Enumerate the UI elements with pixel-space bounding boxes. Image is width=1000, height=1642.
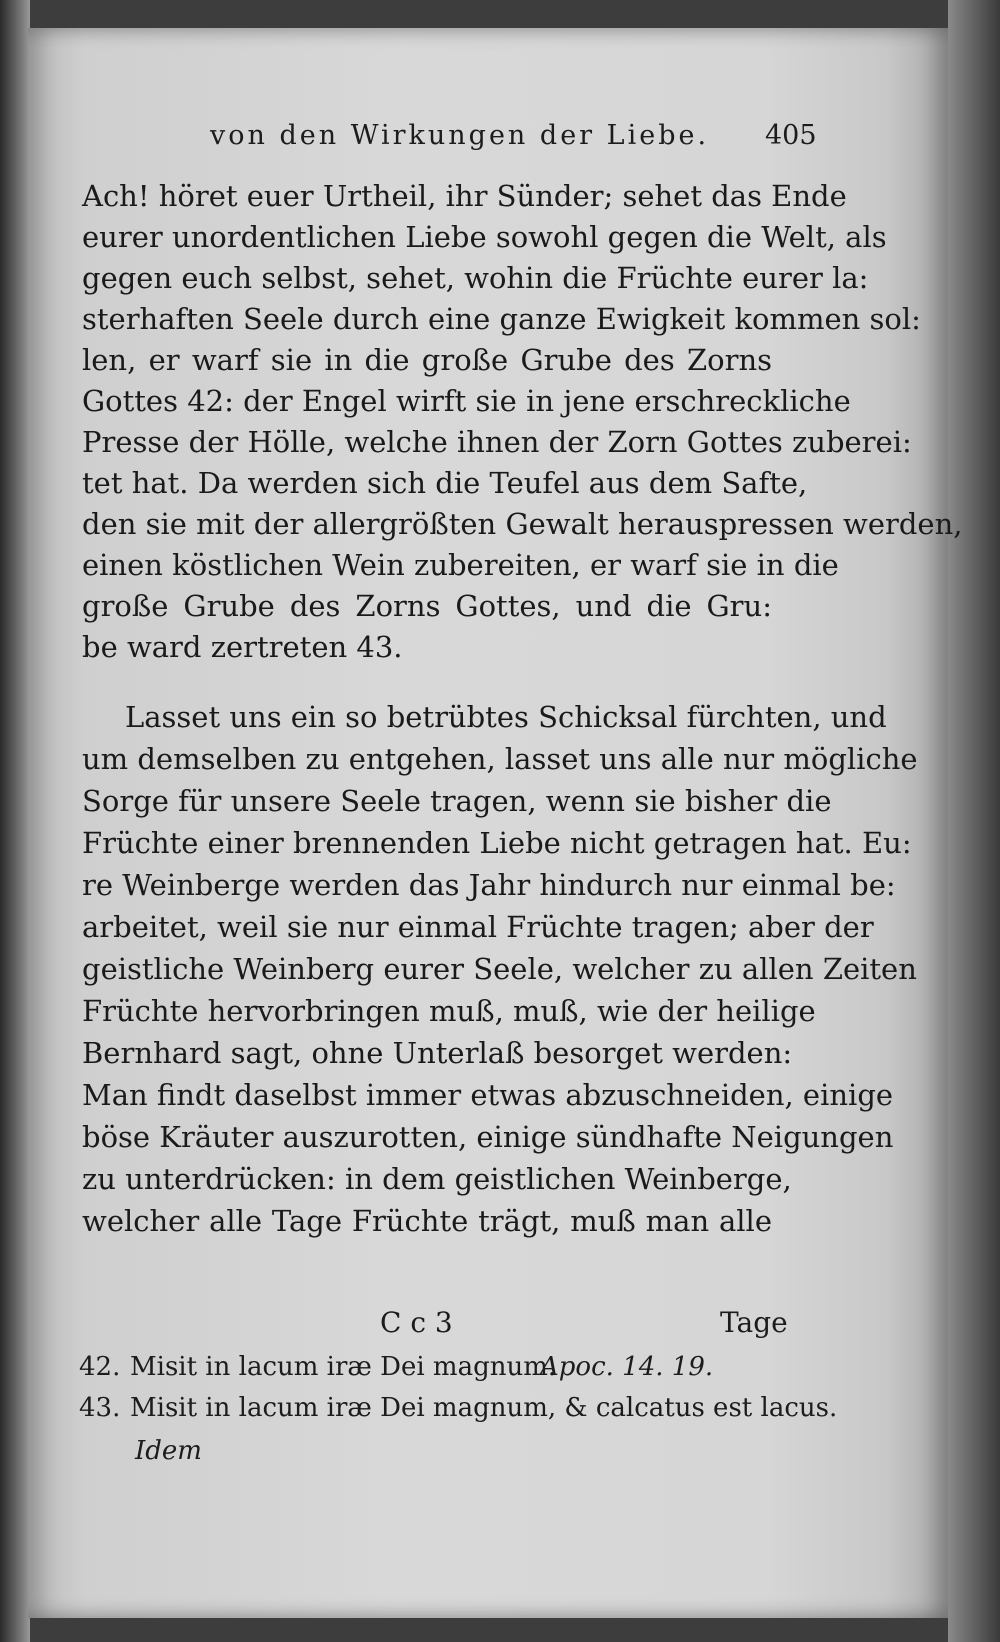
- text-line: Gottes 42: der Engel wirft sie in jene erschreckliche: [82, 384, 851, 418]
- text-line: böse Kräuter auszurotten, einige sündhafte Neigungen: [82, 1120, 894, 1154]
- text-line: tet hat. Da werden sich die Teufel aus dem Safte,: [82, 466, 808, 500]
- text-line: um demselben zu entgehen, lasset uns alle nur mögliche: [82, 742, 918, 776]
- footnote: [0, 1352, 1000, 1390]
- text-line: Lasset uns ein so betrübtes Schicksal fürchten, und: [125, 700, 887, 734]
- text-line: zu unterdrücken: in dem geistlichen Weinberge,: [82, 1162, 792, 1196]
- footnote-text: Misit in lacum iræ Dei magnum, & calcatus est lacus.: [130, 1393, 838, 1423]
- text-line: Sorge für unsere Seele tragen, wenn sie bisher die: [82, 784, 832, 818]
- footnote-number: 42.: [79, 1352, 121, 1382]
- footnote: [0, 1393, 1000, 1431]
- running-head: von den Wirkungen der Liebe.: [210, 120, 710, 151]
- text-line: Bernhard sagt, ohne Unterlaß besorget werden:: [82, 1036, 793, 1070]
- text-line: Man findt daselbst immer etwas abzuschneiden, einige: [82, 1078, 894, 1112]
- text-line: sterhaften Seele durch eine ganze Ewigkeit kommen sol:: [82, 302, 921, 336]
- footnote-reference: Idem: [135, 1436, 202, 1466]
- text-line: arbeitet, weil sie nur einmal Früchte tragen; aber der: [82, 910, 874, 944]
- footnote-number: 43.: [79, 1393, 121, 1423]
- text-line: Früchte einer brennenden Liebe nicht getragen hat. Eu:: [82, 826, 912, 860]
- catchword-row: [0, 1306, 1000, 1346]
- footnote-reference: Apoc. 14. 19.: [540, 1352, 714, 1382]
- page-number: 405: [765, 120, 817, 151]
- text-line: einen köstlichen Wein zubereiten, er warf sie in die: [82, 548, 839, 582]
- text-line: den sie mit der allergrößten Gewalt herauspressen werden,: [82, 507, 963, 541]
- text-line: geistliche Weinberg eurer Seele, welcher zu allen Zeiten: [82, 952, 917, 986]
- text-line: Presse der Hölle, welche ihnen der Zorn Gottes zuberei:: [82, 425, 912, 459]
- text-line: Früchte hervorbringen muß, muß, wie der heilige: [82, 994, 816, 1028]
- text-line: be ward zertreten 43.: [82, 630, 403, 664]
- page-header: [0, 120, 1000, 160]
- footnote: [0, 1436, 1000, 1474]
- signature-mark: C c 3: [380, 1306, 453, 1339]
- text-line: len, er warf sie in die große Grube des Zorns: [82, 343, 772, 377]
- text-line: eurer unordentlichen Liebe sowohl gegen die Welt, als: [82, 220, 887, 254]
- footnote-text: Misit in lacum iræ Dei magnum.: [130, 1352, 557, 1382]
- catchword: Tage: [720, 1306, 788, 1339]
- text-line: re Weinberge werden das Jahr hindurch nur einmal be:: [82, 868, 896, 902]
- text-line: große Grube des Zorns Gottes, und die Gru:: [82, 589, 772, 623]
- text-line: gegen euch selbst, sehet, wohin die Früchte eurer la:: [82, 261, 869, 295]
- text-line: welcher alle Tage Früchte trägt, muß man alle: [82, 1204, 772, 1238]
- text-line: Ach! höret euer Urtheil, ihr Sünder; sehet das Ende: [82, 179, 847, 213]
